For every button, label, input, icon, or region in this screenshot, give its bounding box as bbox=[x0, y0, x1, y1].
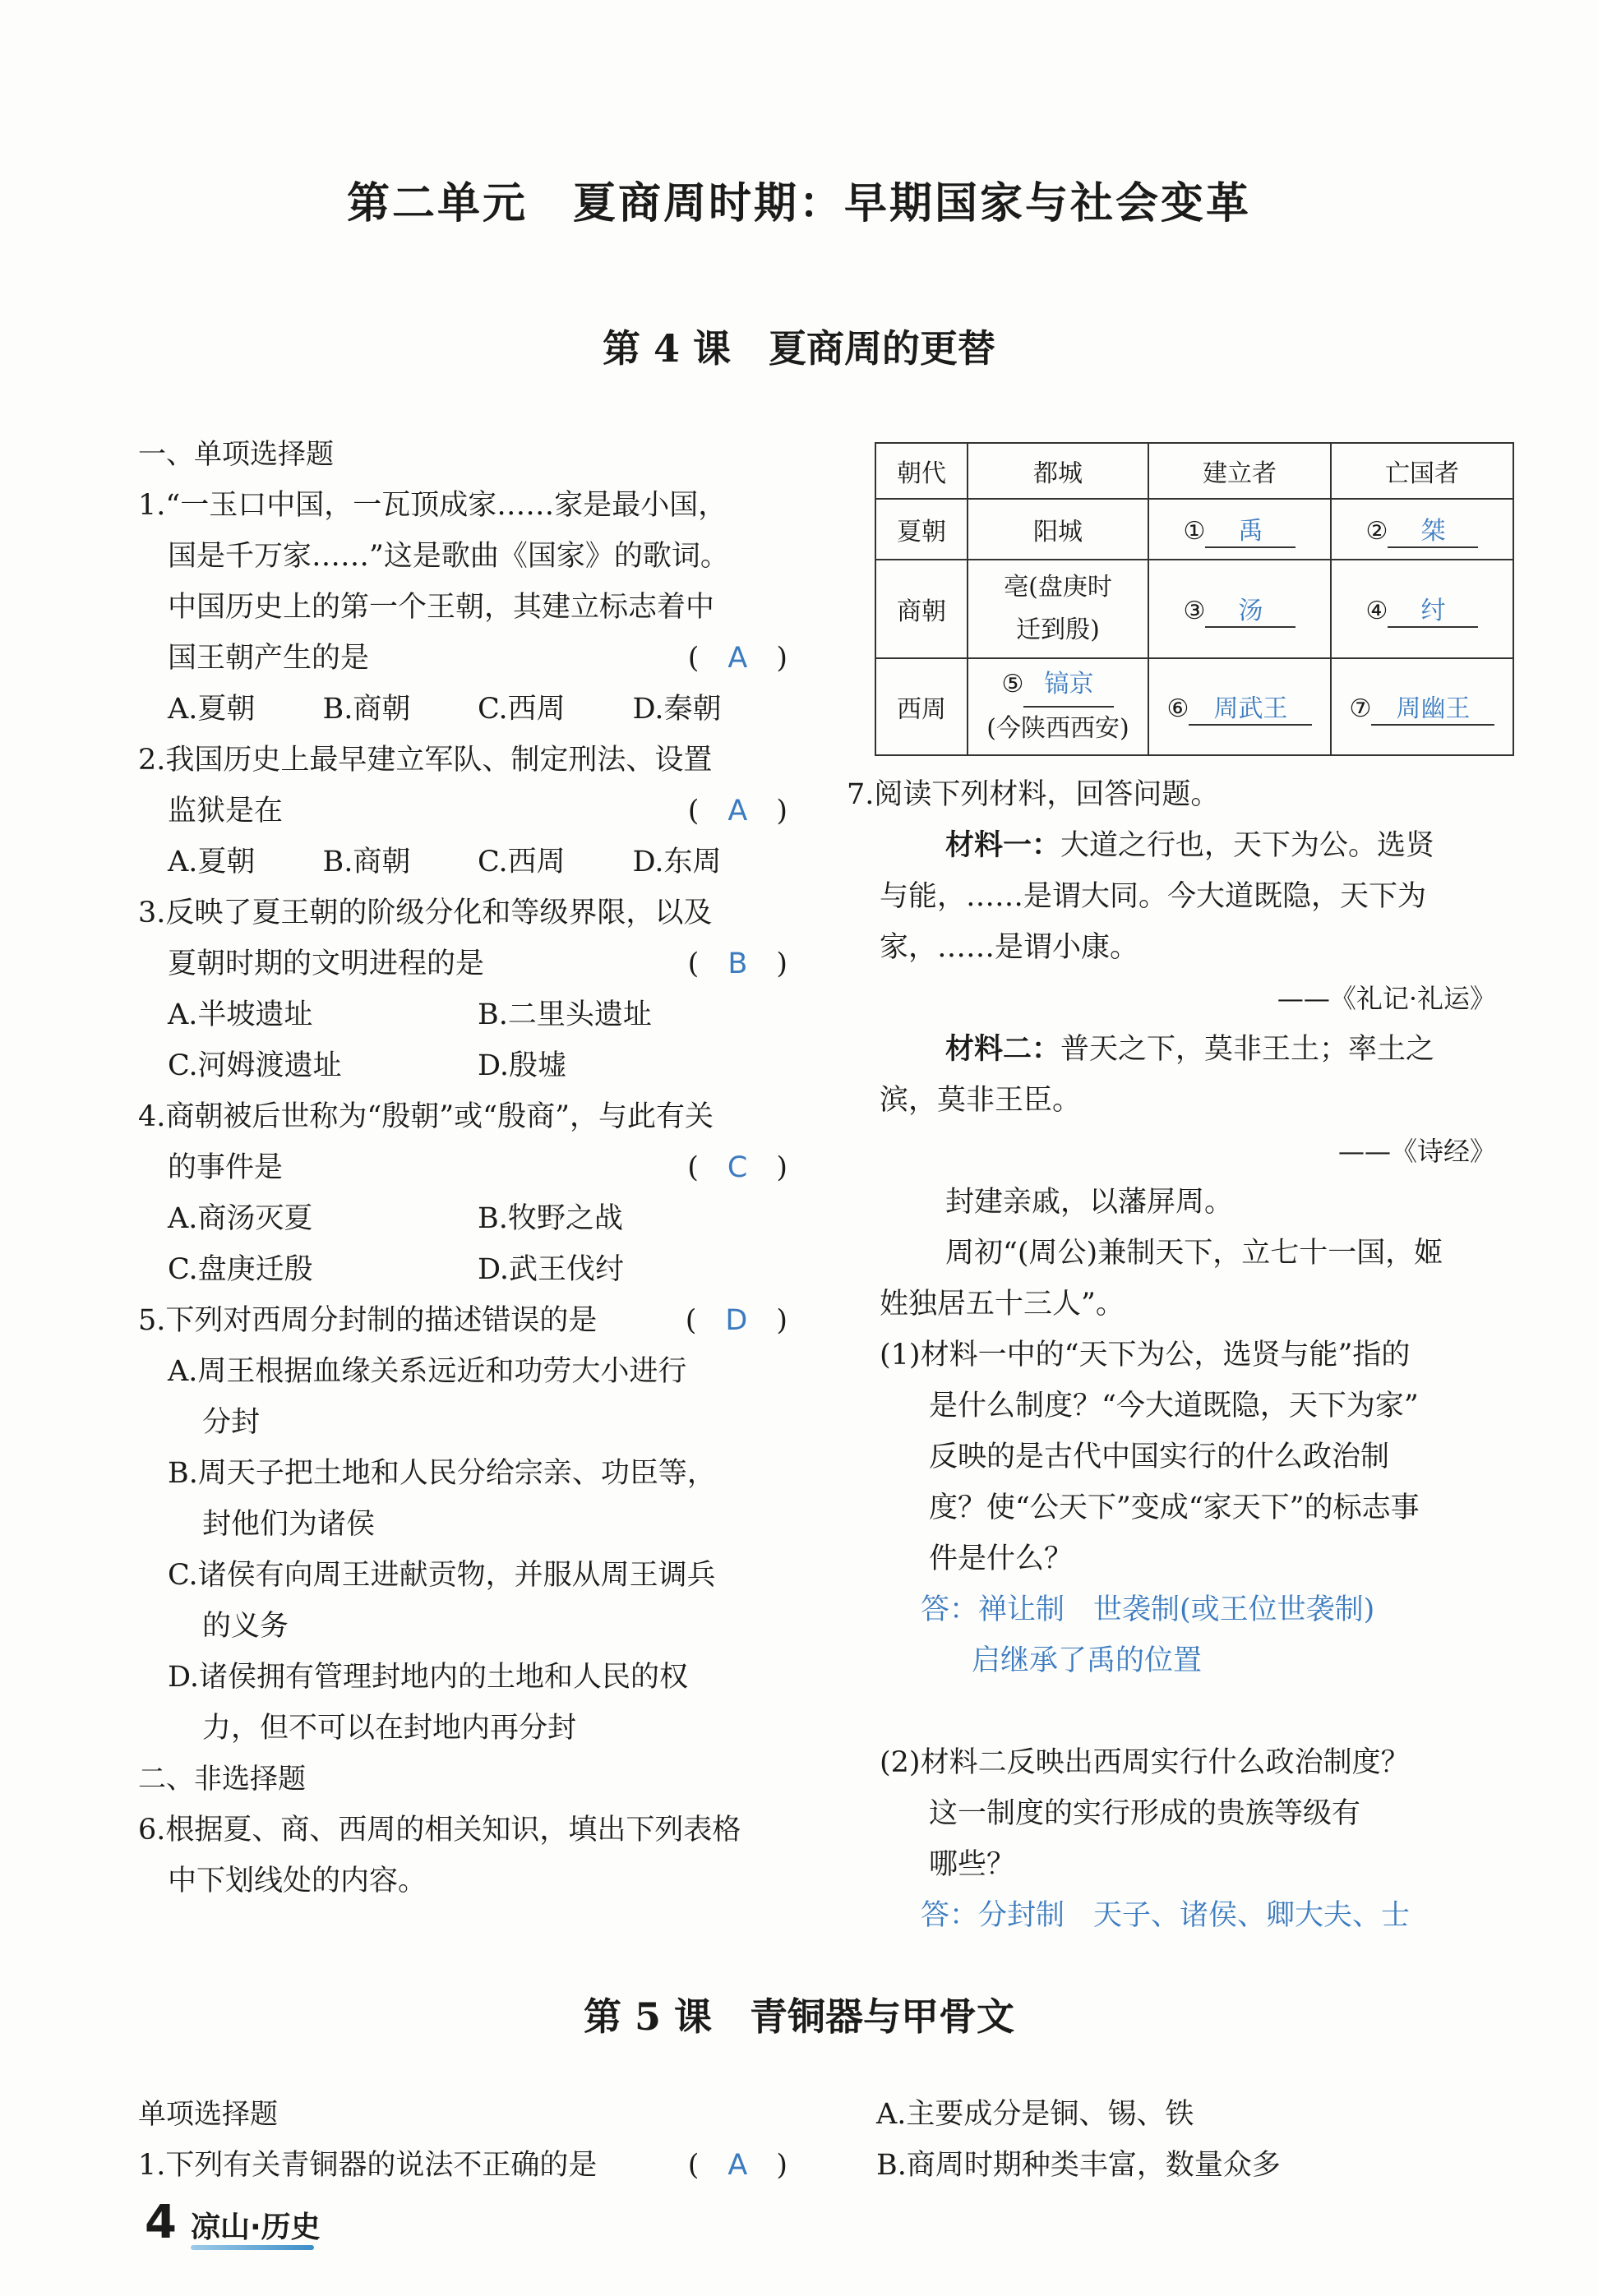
source-citation: ——《礼记·礼运》 bbox=[1277, 983, 1496, 1014]
fill-blank: 镐京 bbox=[1023, 663, 1114, 708]
lesson5-left-column bbox=[138, 2089, 787, 2191]
table-header: 都城 bbox=[968, 443, 1148, 499]
options: A.夏朝 B.商朝 C.西周 D.东周 bbox=[168, 846, 722, 878]
answer-paren: ( C ) bbox=[687, 1151, 787, 1184]
table-header: 建立者 bbox=[1148, 443, 1331, 499]
unit-title: 第二单元 夏商周时期：早期国家与社会变革 bbox=[346, 179, 1251, 228]
fill-blank: 周武王 bbox=[1189, 688, 1312, 726]
answer-paren: ( A ) bbox=[687, 795, 787, 828]
question-7: 7.阅读下列材料，回答问题。 材料一：大道之行也，天下为公。选贤 与能，……是谓大同。今大道既隐，天下为 家，……是谓小康。 ——《礼记·礼运》 材料二：普天之下，莫非王土；率土之 滨，莫非王臣。 ——《诗经》 封建亲戚，以藩屏周。 周初“(周公)兼制天下，立七十一国，姬 姓独居五十三人”。 (1)材料一中的“天下为公，选贤与能”指的 是什么制度？“今大道既隐，天下为家” 反映的是古代中国实行的什么政治制 度？使“公天下”变成“家天下”的标志事 件是什么？ 答：禅让制 世袭制(或王位世袭制) 启继承了禹的位置 (2)材料二反映出西周实行什么政治制度？ 这一制度的实行形成的贵族等级有 哪些？ 答：分封制 天子、诸侯、卿大夫、士 bbox=[847, 769, 1496, 1941]
answer-value: B bbox=[727, 947, 748, 980]
dynasty-table-wrap bbox=[875, 442, 1514, 756]
table-header: 朝代 bbox=[875, 443, 968, 499]
lesson4-title: 第 4 课 夏商周的更替 bbox=[602, 326, 996, 371]
answer-paren: ( A ) bbox=[687, 2149, 787, 2182]
question-6: 6.根据夏、商、西周的相关知识，填出下列表格 中下划线处的内容。 bbox=[138, 1814, 741, 1897]
footer-decoration bbox=[191, 2245, 314, 2250]
footer-title: 凉山·历史 bbox=[191, 2211, 321, 2244]
fill-blank: 桀 bbox=[1388, 510, 1478, 548]
page-number: 4 bbox=[145, 2196, 177, 2249]
section-non-choice: 二、非选择题 bbox=[138, 1763, 306, 1796]
table-row: 夏朝 阳城 ① 禹 ② 桀 bbox=[875, 499, 1513, 560]
question-2: 2.我国历史上最早建立军队、制定刑法、设置 监狱是在 ( A ) A.夏朝 B.商朝 C.西周 D.东周 bbox=[138, 735, 787, 888]
question-1: 1.下列有关青铜器的说法不正确的是 ( A ) bbox=[138, 2140, 787, 2191]
table-header: 亡国者 bbox=[1331, 443, 1513, 499]
answer-value: A bbox=[727, 2149, 748, 2182]
options: A.夏朝 B.商朝 C.西周 D.秦朝 bbox=[168, 693, 722, 726]
answer-paren: ( B ) bbox=[687, 947, 787, 980]
question-1: 1.“一玉口中国，一瓦顶成家……家是最小国， 国是千万家……”这是歌曲《国家》的歌词。 中国历史上的第一个王朝，其建立标志着中 国王朝产生的是 ( A ) A.夏朝 B.商朝 C.西周 D.秦朝 bbox=[138, 480, 787, 735]
table-row: 商朝 亳(盘庚时 迁到殷) ③ 汤 ④ 纣 bbox=[875, 560, 1513, 658]
fill-blank: 禹 bbox=[1205, 510, 1295, 548]
answer-value: A bbox=[727, 642, 748, 675]
answer-paren: ( A ) bbox=[687, 642, 787, 675]
lesson4-left-column bbox=[138, 429, 787, 1906]
lesson5-right-column: A.主要成分是铜、锡、铁 B.商周时期种类丰富，数量众多 bbox=[876, 2098, 1281, 2182]
source-citation: ——《诗经》 bbox=[1337, 1136, 1496, 1167]
question-4: 4.商朝被后世称为“殷朝”或“殷商”，与此有关 的事件是 ( C ) A.商汤灭夏 B.牧野之战 C.盘庚迁殷 D.武王伐纣 bbox=[138, 1100, 787, 1286]
answer-value: A bbox=[727, 795, 748, 828]
fill-blank: 汤 bbox=[1205, 590, 1295, 628]
fill-blank: 周幽王 bbox=[1371, 688, 1494, 726]
answer-value: C bbox=[727, 1151, 748, 1184]
handwritten-answer: 启继承了禹的位置 bbox=[972, 1644, 1203, 1677]
table-row: 西周 ⑤ 镐京 (今陕西西安) ⑥ 周武王 ⑦ 周幽王 bbox=[875, 658, 1513, 755]
dynasty-table bbox=[875, 442, 1514, 756]
answer-paren: ( D ) bbox=[685, 1304, 787, 1337]
lesson5-title: 第 5 课 青铜器与甲骨文 bbox=[583, 1994, 1015, 2039]
fill-blank: 纣 bbox=[1388, 590, 1478, 628]
question-3: 3.反映了夏王朝的阶级分化和等级界限，以及 夏朝时期的文明进程的是 ( B ) A.半坡遗址 B.二里头遗址 C.河姆渡遗址 D.殷墟 bbox=[138, 897, 787, 1082]
handwritten-answer: 答：分封制 天子、诸侯、卿大夫、士 bbox=[921, 1899, 1411, 1932]
section-single-choice: 一、单项选择题 bbox=[138, 438, 334, 471]
section-single-choice: 单项选择题 bbox=[138, 2098, 278, 2131]
question-5: 5.下列对西周分封制的描述错误的是 ( D ) A.周王根据血缘关系远近和功劳大小进行 分封 B.周天子把土地和人民分给宗亲、功臣等， 封他们为诸侯 C.诸侯有向周王进献贡物，并服从周王调兵 的义务 D.诸侯拥有管理封地内的土地和人民的权 力，但不可以在封地内再分封 bbox=[138, 1295, 787, 1754]
answer-value: D bbox=[725, 1304, 748, 1337]
handwritten-answer: 答：禅让制 世袭制(或王位世袭制) bbox=[921, 1593, 1375, 1626]
